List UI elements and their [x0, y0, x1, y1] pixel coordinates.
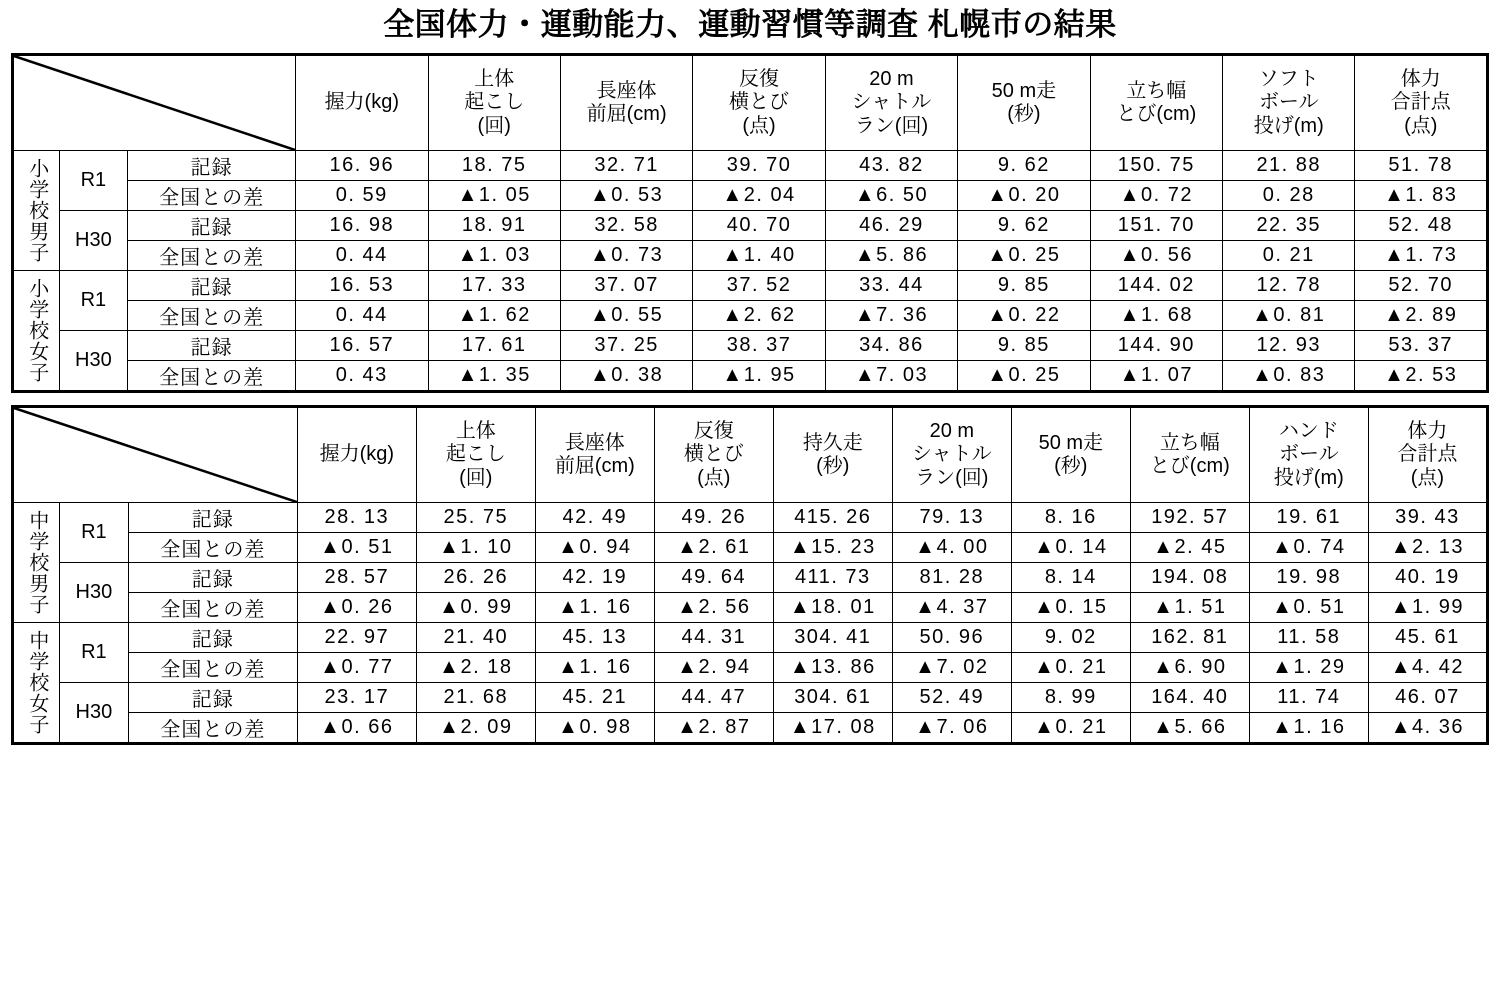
elementary-value-cell: 0. 44 [296, 241, 428, 271]
elementary-value-cell: ▲1. 73 [1355, 241, 1488, 271]
elementary-value-cell: ▲1. 95 [693, 361, 825, 392]
juniorhigh-value-cell: ▲1. 29 [1249, 653, 1368, 683]
juniorhigh-value-cell: 21. 68 [416, 683, 535, 713]
juniorhigh-value-cell: 8. 16 [1011, 503, 1130, 533]
elementary-table-row [13, 301, 1488, 331]
elementary-value-cell: ▲2. 89 [1355, 301, 1488, 331]
juniorhigh-value-cell: ▲1. 99 [1368, 593, 1487, 623]
elementary-table-row [13, 361, 1488, 392]
juniorhigh-value-cell: 44. 31 [654, 623, 773, 653]
document-page [0, 6, 1500, 994]
elementary-column-header: 20 m シャトル ラン(回) [825, 55, 957, 151]
juniorhigh-value-cell: ▲0. 51 [297, 533, 416, 563]
juniorhigh-value-cell: ▲1. 10 [416, 533, 535, 563]
juniorhigh-value-cell: ▲2. 18 [416, 653, 535, 683]
juniorhigh-value-cell: ▲4. 37 [892, 593, 1011, 623]
juniorhigh-value-cell: ▲0. 21 [1011, 653, 1130, 683]
elementary-value-cell: 39. 70 [693, 151, 825, 181]
juniorhigh-value-cell: ▲7. 06 [892, 713, 1011, 744]
juniorhigh-column-header: 立ち幅 とび(cm) [1130, 407, 1249, 503]
elementary-value-cell: ▲0. 55 [560, 301, 692, 331]
juniorhigh-value-cell: 28. 57 [297, 563, 416, 593]
juniorhigh-value-cell: ▲2. 56 [654, 593, 773, 623]
juniorhigh-value-cell: ▲0. 98 [535, 713, 654, 744]
elementary-value-cell: ▲0. 83 [1223, 361, 1355, 392]
juniorhigh-value-cell: 19. 98 [1249, 563, 1368, 593]
page-title: 全国体力・運動能力、運動習慣等調査 札幌市の結果 [383, 7, 1117, 42]
elementary-value-cell: 18. 75 [428, 151, 560, 181]
elementary-value-cell: 33. 44 [825, 271, 957, 301]
elementary-table-body [13, 151, 1488, 392]
elementary-value-cell: 40. 70 [693, 211, 825, 241]
juniorhigh-value-cell: 49. 26 [654, 503, 773, 533]
elementary-value-cell: ▲0. 53 [560, 181, 692, 211]
elementary-value-cell: 21. 88 [1223, 151, 1355, 181]
elementary-value-cell: 52. 70 [1355, 271, 1488, 301]
juniorhigh-value-cell: 8. 99 [1011, 683, 1130, 713]
juniorhigh-table-row [13, 503, 1488, 533]
elementary-value-cell: 34. 86 [825, 331, 957, 361]
elementary-column-header: 長座体 前屈(cm) [560, 55, 692, 151]
juniorhigh-value-cell: 49. 64 [654, 563, 773, 593]
elementary-value-cell: 16. 98 [296, 211, 428, 241]
elementary-value-cell: ▲5. 86 [825, 241, 957, 271]
juniorhigh-value-cell: ▲18. 01 [773, 593, 892, 623]
juniorhigh-value-cell: ▲0. 77 [297, 653, 416, 683]
juniorhigh-row-label: 全国との差 [128, 593, 297, 623]
elementary-corner-cell [13, 55, 296, 151]
elementary-group-label: 小学校女子 [13, 271, 60, 392]
juniorhigh-value-cell: ▲0. 74 [1249, 533, 1368, 563]
elementary-column-header: 体力 合計点 (点) [1355, 55, 1488, 151]
juniorhigh-value-cell: 23. 17 [297, 683, 416, 713]
elementary-value-cell: ▲2. 53 [1355, 361, 1488, 392]
elementary-group-label: 小学校男子 [13, 151, 60, 271]
juniorhigh-column-header: 50 m走 (秒) [1011, 407, 1130, 503]
juniorhigh-value-cell: 21. 40 [416, 623, 535, 653]
juniorhigh-value-cell: ▲0. 21 [1011, 713, 1130, 744]
elementary-column-header: ソフト ボール 投げ(m) [1223, 55, 1355, 151]
elementary-value-cell: 144. 90 [1090, 331, 1222, 361]
elementary-value-cell: 9. 62 [958, 211, 1090, 241]
juniorhigh-group-label: 中学校男子 [13, 503, 60, 623]
juniorhigh-value-cell: 415. 26 [773, 503, 892, 533]
elementary-column-header: 反復 横とび (点) [693, 55, 825, 151]
juniorhigh-value-cell: 8. 14 [1011, 563, 1130, 593]
juniorhigh-value-cell: ▲6. 90 [1130, 653, 1249, 683]
juniorhigh-table-row [13, 713, 1488, 744]
juniorhigh-column-header: 持久走 (秒) [773, 407, 892, 503]
juniorhigh-value-cell: 411. 73 [773, 563, 892, 593]
elementary-value-cell: ▲2. 62 [693, 301, 825, 331]
juniorhigh-value-cell: ▲0. 14 [1011, 533, 1130, 563]
juniorhigh-value-cell: 39. 43 [1368, 503, 1487, 533]
elementary-year-label: H30 [59, 211, 128, 271]
juniorhigh-row-label: 記録 [128, 563, 297, 593]
elementary-table-row [13, 331, 1488, 361]
elementary-value-cell: 32. 58 [560, 211, 692, 241]
elementary-value-cell: 12. 78 [1223, 271, 1355, 301]
juniorhigh-value-cell: 42. 49 [535, 503, 654, 533]
juniorhigh-value-cell: ▲2. 09 [416, 713, 535, 744]
elementary-results-table [11, 53, 1489, 393]
elementary-column-header: 立ち幅 とび(cm) [1090, 55, 1222, 151]
juniorhigh-table-row [13, 593, 1488, 623]
elementary-value-cell: 144. 02 [1090, 271, 1222, 301]
elementary-table-row [13, 271, 1488, 301]
elementary-value-cell: 43. 82 [825, 151, 957, 181]
juniorhigh-value-cell: 50. 96 [892, 623, 1011, 653]
elementary-value-cell: 0. 44 [296, 301, 428, 331]
elementary-value-cell: 32. 71 [560, 151, 692, 181]
juniorhigh-column-header: 上体 起こし (回) [416, 407, 535, 503]
juniorhigh-value-cell: 44. 47 [654, 683, 773, 713]
diagonal-divider-icon [14, 408, 297, 502]
juniorhigh-table-body [13, 503, 1488, 744]
juniorhigh-value-cell: 42. 19 [535, 563, 654, 593]
elementary-row-label: 記録 [128, 211, 296, 241]
elementary-row-label: 記録 [128, 331, 296, 361]
elementary-value-cell: 37. 52 [693, 271, 825, 301]
elementary-value-cell: ▲0. 38 [560, 361, 692, 392]
juniorhigh-table-head [13, 407, 1488, 503]
juniorhigh-value-cell: ▲1. 51 [1130, 593, 1249, 623]
juniorhigh-row-label: 記録 [128, 683, 297, 713]
elementary-value-cell: ▲0. 25 [958, 361, 1090, 392]
juniorhigh-value-cell: 304. 61 [773, 683, 892, 713]
juniorhigh-row-label: 記録 [128, 503, 297, 533]
elementary-value-cell: 0. 21 [1223, 241, 1355, 271]
elementary-table-row [13, 151, 1488, 181]
juniorhigh-value-cell: ▲0. 15 [1011, 593, 1130, 623]
elementary-value-cell: ▲0. 22 [958, 301, 1090, 331]
juniorhigh-value-cell: ▲4. 42 [1368, 653, 1487, 683]
elementary-year-label: H30 [59, 331, 128, 392]
juniorhigh-row-label: 全国との差 [128, 533, 297, 563]
elementary-value-cell: ▲1. 05 [428, 181, 560, 211]
juniorhigh-column-header: 長座体 前屈(cm) [535, 407, 654, 503]
elementary-table-row [13, 181, 1488, 211]
juniorhigh-value-cell: ▲2. 45 [1130, 533, 1249, 563]
juniorhigh-table-row [13, 533, 1488, 563]
elementary-value-cell: ▲1. 07 [1090, 361, 1222, 392]
juniorhigh-year-label: H30 [59, 683, 128, 744]
elementary-value-cell: 53. 37 [1355, 331, 1488, 361]
juniorhigh-value-cell: 192. 57 [1130, 503, 1249, 533]
elementary-row-label: 全国との差 [128, 301, 296, 331]
elementary-value-cell: 17. 61 [428, 331, 560, 361]
juniorhigh-corner-cell [13, 407, 298, 503]
juniorhigh-value-cell: 164. 40 [1130, 683, 1249, 713]
juniorhigh-value-cell: ▲2. 13 [1368, 533, 1487, 563]
juniorhigh-value-cell: 26. 26 [416, 563, 535, 593]
juniorhigh-value-cell: 19. 61 [1249, 503, 1368, 533]
juniorhigh-value-cell: 28. 13 [297, 503, 416, 533]
elementary-year-label: R1 [59, 271, 128, 331]
juniorhigh-table-row [13, 683, 1488, 713]
elementary-value-cell: ▲0. 25 [958, 241, 1090, 271]
juniorhigh-value-cell: ▲4. 00 [892, 533, 1011, 563]
elementary-value-cell: ▲0. 73 [560, 241, 692, 271]
juniorhigh-column-header: 握力(kg) [297, 407, 416, 503]
juniorhigh-value-cell: ▲4. 36 [1368, 713, 1487, 744]
juniorhigh-row-label: 全国との差 [128, 713, 297, 744]
elementary-value-cell: ▲0. 72 [1090, 181, 1222, 211]
juniorhigh-value-cell: ▲0. 99 [416, 593, 535, 623]
elementary-value-cell: 16. 96 [296, 151, 428, 181]
juniorhigh-value-cell: ▲1. 16 [1249, 713, 1368, 744]
diagonal-divider-icon [14, 56, 295, 150]
juniorhigh-value-cell: ▲5. 66 [1130, 713, 1249, 744]
elementary-value-cell: 38. 37 [693, 331, 825, 361]
juniorhigh-value-cell: ▲13. 86 [773, 653, 892, 683]
elementary-value-cell: 16. 53 [296, 271, 428, 301]
juniorhigh-value-cell: 22. 97 [297, 623, 416, 653]
elementary-value-cell: ▲1. 03 [428, 241, 560, 271]
elementary-row-label: 記録 [128, 271, 296, 301]
juniorhigh-value-cell: ▲0. 26 [297, 593, 416, 623]
elementary-value-cell: 151. 70 [1090, 211, 1222, 241]
juniorhigh-value-cell: ▲0. 94 [535, 533, 654, 563]
elementary-column-header: 50 m走 (秒) [958, 55, 1090, 151]
juniorhigh-value-cell: ▲1. 16 [535, 593, 654, 623]
juniorhigh-value-cell: 79. 13 [892, 503, 1011, 533]
elementary-value-cell: ▲0. 81 [1223, 301, 1355, 331]
juniorhigh-table-row [13, 653, 1488, 683]
juniorhigh-column-header: ハンド ボール 投げ(m) [1249, 407, 1368, 503]
juniorhigh-column-header: 20 m シャトル ラン(回) [892, 407, 1011, 503]
elementary-value-cell: 37. 25 [560, 331, 692, 361]
elementary-value-cell: 9. 62 [958, 151, 1090, 181]
juniorhigh-value-cell: 25. 75 [416, 503, 535, 533]
elementary-table-row [13, 211, 1488, 241]
elementary-value-cell: 51. 78 [1355, 151, 1488, 181]
elementary-value-cell: 0. 59 [296, 181, 428, 211]
elementary-value-cell: 150. 75 [1090, 151, 1222, 181]
juniorhigh-value-cell: ▲1. 16 [535, 653, 654, 683]
juniorhigh-value-cell: 45. 13 [535, 623, 654, 653]
juniorhigh-column-header: 体力 合計点 (点) [1368, 407, 1487, 503]
elementary-value-cell: 0. 28 [1223, 181, 1355, 211]
juniorhigh-value-cell: ▲7. 02 [892, 653, 1011, 683]
juniorhigh-value-cell: ▲0. 51 [1249, 593, 1368, 623]
elementary-value-cell: ▲1. 83 [1355, 181, 1488, 211]
juniorhigh-value-cell: 11. 58 [1249, 623, 1368, 653]
juniorhigh-value-cell: 40. 19 [1368, 563, 1487, 593]
elementary-value-cell: 0. 43 [296, 361, 428, 392]
elementary-value-cell: ▲2. 04 [693, 181, 825, 211]
elementary-table-row [13, 241, 1488, 271]
elementary-value-cell: ▲1. 40 [693, 241, 825, 271]
elementary-value-cell: ▲6. 50 [825, 181, 957, 211]
juniorhigh-value-cell: 304. 41 [773, 623, 892, 653]
juniorhigh-row-label: 全国との差 [128, 653, 297, 683]
elementary-row-label: 全国との差 [128, 241, 296, 271]
elementary-value-cell: 16. 57 [296, 331, 428, 361]
juniorhigh-table-row [13, 563, 1488, 593]
juniorhigh-value-cell: ▲15. 23 [773, 533, 892, 563]
elementary-value-cell: ▲1. 68 [1090, 301, 1222, 331]
juniorhigh-year-label: R1 [59, 503, 128, 563]
elementary-value-cell: 22. 35 [1223, 211, 1355, 241]
elementary-row-label: 記録 [128, 151, 296, 181]
juniorhigh-value-cell: 52. 49 [892, 683, 1011, 713]
juniorhigh-table-row [13, 623, 1488, 653]
elementary-value-cell: ▲1. 35 [428, 361, 560, 392]
juniorhigh-value-cell: 194. 08 [1130, 563, 1249, 593]
elementary-value-cell: 9. 85 [958, 331, 1090, 361]
juniorhigh-column-header: 反復 横とび (点) [654, 407, 773, 503]
juniorhigh-value-cell: 45. 61 [1368, 623, 1487, 653]
elementary-value-cell: ▲7. 03 [825, 361, 957, 392]
elementary-value-cell: 17. 33 [428, 271, 560, 301]
juniorhigh-value-cell: 46. 07 [1368, 683, 1487, 713]
elementary-value-cell: ▲0. 20 [958, 181, 1090, 211]
juniorhigh-value-cell: ▲0. 66 [297, 713, 416, 744]
juniorhigh-year-label: R1 [59, 623, 128, 683]
elementary-value-cell: 18. 91 [428, 211, 560, 241]
juniorhigh-value-cell: 45. 21 [535, 683, 654, 713]
juniorhigh-value-cell: 162. 81 [1130, 623, 1249, 653]
juniorhigh-value-cell: ▲2. 87 [654, 713, 773, 744]
elementary-value-cell: ▲7. 36 [825, 301, 957, 331]
elementary-year-label: R1 [59, 151, 128, 211]
elementary-value-cell: ▲1. 62 [428, 301, 560, 331]
juniorhigh-value-cell: 9. 02 [1011, 623, 1130, 653]
juniorhigh-value-cell: 81. 28 [892, 563, 1011, 593]
elementary-column-header: 上体 起こし (回) [428, 55, 560, 151]
elementary-column-header: 握力(kg) [296, 55, 428, 151]
elementary-value-cell: 52. 48 [1355, 211, 1488, 241]
elementary-table-head [13, 55, 1488, 151]
elementary-value-cell: 9. 85 [958, 271, 1090, 301]
juniorhigh-row-label: 記録 [128, 623, 297, 653]
juniorhigh-value-cell: ▲2. 61 [654, 533, 773, 563]
juniorhigh-group-label: 中学校女子 [13, 623, 60, 744]
juniorhigh-value-cell: 11. 74 [1249, 683, 1368, 713]
elementary-row-label: 全国との差 [128, 361, 296, 392]
elementary-value-cell: ▲0. 56 [1090, 241, 1222, 271]
elementary-value-cell: 46. 29 [825, 211, 957, 241]
elementary-value-cell: 37. 07 [560, 271, 692, 301]
elementary-row-label: 全国との差 [128, 181, 296, 211]
juniorhigh-value-cell: ▲17. 08 [773, 713, 892, 744]
elementary-value-cell: 12. 93 [1223, 331, 1355, 361]
juniorhigh-value-cell: ▲2. 94 [654, 653, 773, 683]
juniorhigh-results-table [11, 405, 1489, 745]
juniorhigh-year-label: H30 [59, 563, 128, 623]
